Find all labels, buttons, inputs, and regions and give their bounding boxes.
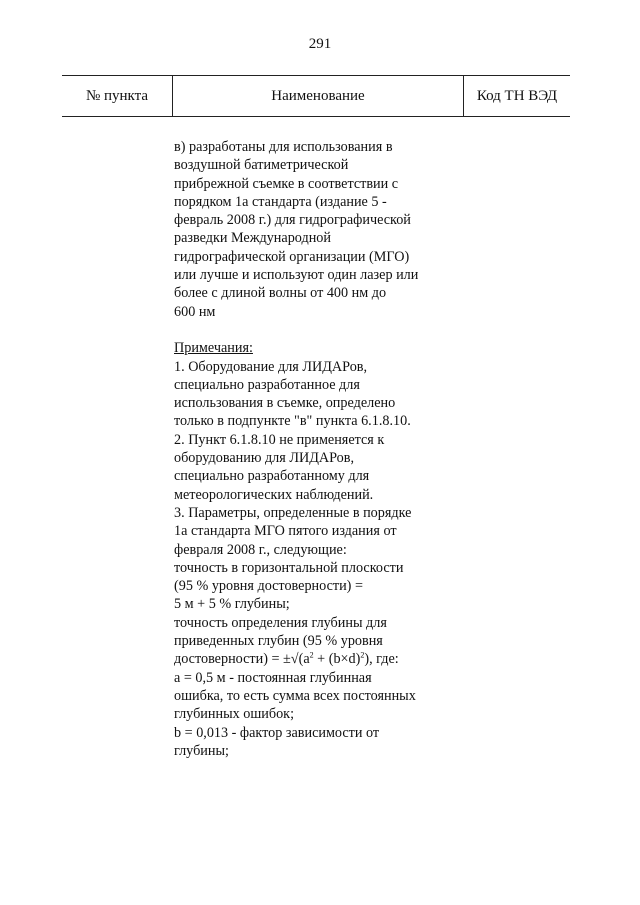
text-line: или лучше и используют один лазер или <box>174 267 419 284</box>
text-line: ошибка, то есть сумма всех постоянных <box>174 687 416 704</box>
text-line: точность в горизонтальной плоскости <box>174 559 404 576</box>
item-description <box>174 138 474 760</box>
text-line: 600 нм <box>174 303 216 320</box>
text-line: более с длиной волны от 400 нм до <box>174 285 387 302</box>
notes-list-continued <box>174 669 474 760</box>
text-line: приведенных глубин (95 % уровня <box>174 633 383 650</box>
text-line: 2. Пункт 6.1.8.10 не применяется к <box>174 431 385 448</box>
text-line: 1а стандарта МГО пятого издания от <box>174 523 397 540</box>
text-line: 1. Оборудование для ЛИДАРов, <box>174 358 368 375</box>
text-line: воздушной батиметрической <box>174 157 349 174</box>
header-tn-ved-code: Код ТН ВЭД <box>476 87 558 104</box>
text-line: разведки Международной <box>174 230 331 247</box>
text-line: специально разработанное для <box>174 376 360 393</box>
notes-heading: Примечания: <box>174 340 253 357</box>
text-line: порядком 1а стандарта (издание 5 - <box>174 193 387 210</box>
text-line: метеорологических наблюдений. <box>174 486 374 503</box>
notes-list <box>174 358 474 651</box>
table-header <box>62 75 570 117</box>
header-name: Наименование <box>172 76 464 116</box>
text-line: точность определения глубины для <box>174 614 387 631</box>
text-line: оборудованию для ЛИДАРов, <box>174 450 355 467</box>
text-line: в) разработаны для использования в <box>174 139 393 155</box>
text-line: глубины; <box>174 742 229 759</box>
text-line: b = 0,013 - фактор зависимости от <box>174 724 380 741</box>
text-line: гидрографической организации (МГО) <box>174 248 410 265</box>
text-line: a = 0,5 м - постоянная глубинная <box>174 669 372 686</box>
text-line: только в подпункте "в" пункта 6.1.8.10. <box>174 413 411 430</box>
text-line: специально разработанному для <box>174 468 370 485</box>
header-item-number: № пункта <box>85 87 149 104</box>
text-line: февраля 2008 г., следующие: <box>174 541 347 558</box>
text-line: 5 м + 5 % глубины; <box>174 596 290 613</box>
depth-accuracy-formula: достоверности) = $\pm√(a^2 + (b\times d)^2)$, где: <box>174 650 399 668</box>
page-number: 291 <box>308 36 332 52</box>
text-line: февраль 2008 г.) для гидрографической <box>174 212 411 229</box>
paragraph-v <box>174 138 474 321</box>
text-line: прибрежной съемке в соответствии с <box>174 175 399 192</box>
text-line: глубинных ошибок; <box>174 706 295 723</box>
text-line: использования в съемке, определено <box>174 395 396 412</box>
text-line: (95 % уровня достоверности) = <box>174 578 363 595</box>
text-line: 3. Параметры, определенные в порядке <box>174 504 412 521</box>
